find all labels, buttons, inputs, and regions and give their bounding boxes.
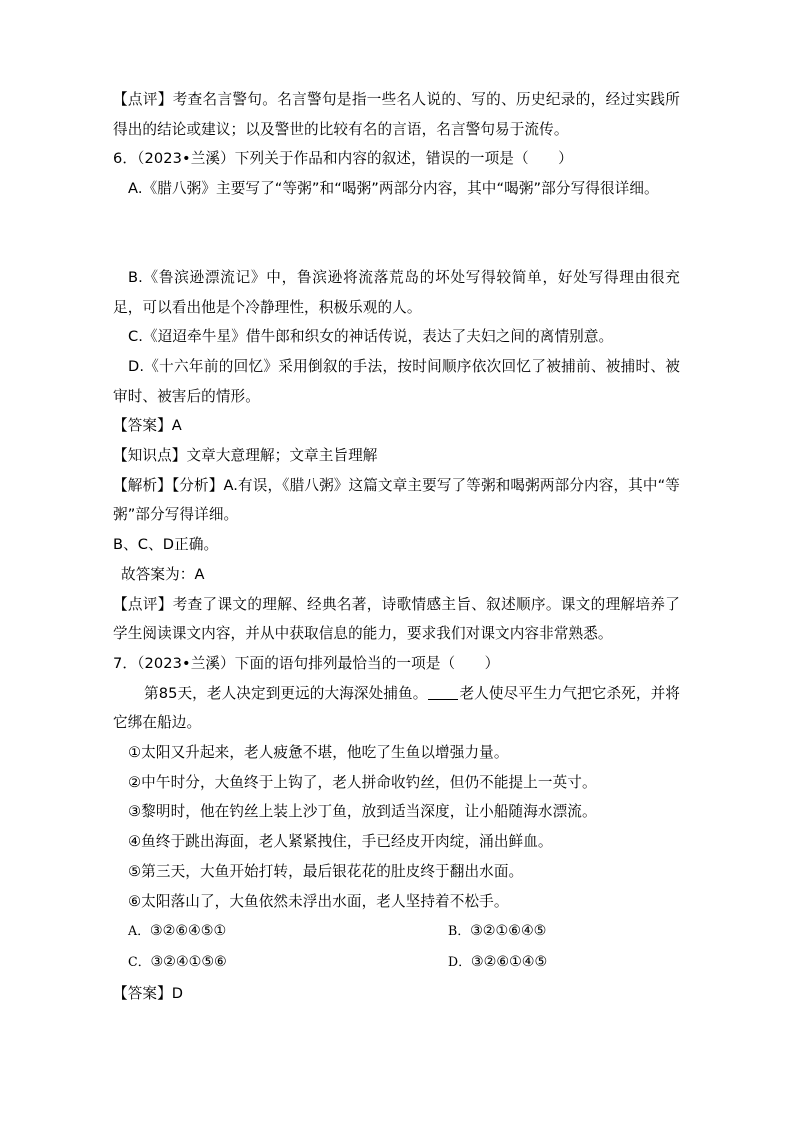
question-7-answer: 【答案】D [113, 984, 184, 1002]
question-6-knowledge-points: 【知识点】文章大意理解；文章主旨理解 [113, 447, 378, 465]
question-6-option-a: A.《腊八粥》主要写了“等粥”和“喝粥”两部分内容，其中“喝粥”部分写得很详细。 [128, 180, 659, 198]
choice-b-letter: B． [448, 923, 471, 939]
question-7-choice-c [113, 947, 448, 978]
comment-paragraph-q5: 【点评】考查名言警句。名言警句是指一些名人说的、写的、历史纪录的，经过实践所得出的结论或建议；以及警世的比较有名的言语，名言警句易于流传。 [113, 91, 680, 138]
passage-text-after-blank: 老人使尽平生力气把它杀死，并将它绑在船边。 [113, 684, 680, 732]
question-6-comment: 【点评】考查了课文的理解、经典名著，诗歌情感主旨、叙述顺序。课文的理解培养了学生阅读课文内容，并从中获取信息的能力，要求我们对课文内容非常熟悉。 [113, 595, 680, 643]
choice-a-sequence: ③②⑥④⑤① [149, 923, 227, 940]
question-6-answer: 【答案】A [113, 417, 182, 435]
question-6-option-c: C.《迢迢牵牛星》借牛郎和织女的神话传说，表达了夫妇之间的离情别意。 [128, 328, 614, 346]
question-6-analysis-secondary: B、C、D正确。 [113, 536, 219, 554]
question-7-choice-d [448, 947, 680, 978]
question-7-passage [113, 679, 680, 738]
question-7-choice-b [448, 916, 680, 947]
question-7-item-3: ③黎明时，他在钓丝上装上沙丁鱼，放到适当深度，让小船随海水漂流。 [128, 803, 597, 821]
question-6-stem: 6．（2023•兰溪）下列关于作品和内容的叙述，错误的一项是（ ） [113, 150, 573, 168]
question-7-item-2: ②中午时分，大鱼终于上钩了，老人拼命收钓丝，但仍不能提上一英寸。 [128, 773, 597, 791]
document-body [113, 85, 680, 1008]
choice-c-letter: C． [128, 953, 151, 969]
question-6-conclusion: 故答案为：A [121, 565, 205, 583]
question-6-option-b: B.《鲁滨逊漂流记》中，鲁滨逊将流落荒岛的坏处写得较简单，好处写得理由很充足，可以看出他是个冷静理性，积极乐观的人。 [113, 268, 680, 316]
question-6-option-d: D.《十六年前的回忆》采用倒叙的手法，按时间顺序依次回忆了被捕前、被捕时、被审时、被害后的情形。 [113, 357, 680, 405]
choice-d-sequence: ③②⑥①④⑤ [470, 953, 548, 970]
question-7-item-4: ④鱼终于跳出海面，老人紧紧拽住，手已经皮开肉绽，涌出鲜血。 [128, 833, 553, 851]
question-7-item-6: ⑥太阳落山了，大鱼依然未浮出水面，老人坚持着不松手。 [128, 892, 509, 910]
choice-a-letter: A． [128, 923, 150, 939]
choice-d-letter: D． [448, 953, 471, 969]
question-6-analysis: 【解析】【分析】A.有误，《腊八粥》这篇文章主要写了等粥和喝粥两部分内容，其中“等粥”部分写得详细。 [113, 476, 680, 524]
question-7-stem: 7．（2023•兰溪）下面的语句排列最恰当的一项是（ ） [113, 654, 500, 672]
question-7-choice-a [113, 916, 448, 947]
question-7-item-1: ①太阳又升起来，老人疲惫不堪，他吃了生鱼以增强力量。 [128, 744, 509, 762]
question-7-choice-row-1 [113, 916, 680, 947]
fill-in-blank [428, 699, 458, 700]
option-gap-spacer [113, 204, 680, 263]
passage-text-before-blank: 第85天，老人决定到更远的大海深处捕鱼。 [144, 684, 428, 702]
question-7-item-5: ⑤第三天，大鱼开始打转，最后银花花的肚皮终于翻出水面。 [128, 862, 524, 880]
question-7-choice-row-2 [113, 947, 680, 978]
choice-b-sequence: ③②①⑥④⑤ [470, 923, 547, 940]
choice-c-sequence: ③②④①⑤⑥ [150, 953, 227, 970]
